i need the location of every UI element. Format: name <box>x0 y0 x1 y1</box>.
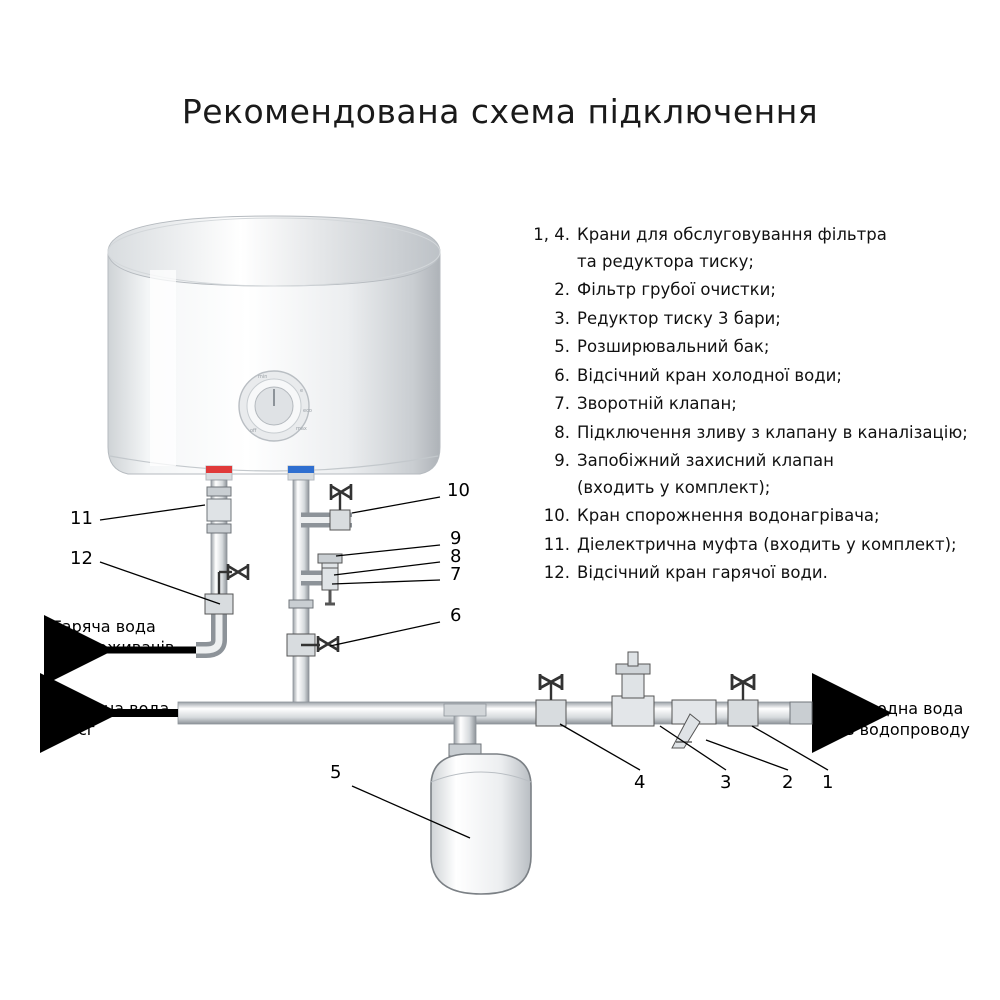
svg-text:max: max <box>296 426 307 432</box>
legend-label-line1: Запобіжний захисний клапан <box>577 451 834 470</box>
callout-8: 8 <box>450 546 462 567</box>
legend-number: 2. <box>554 280 570 299</box>
callout-5: 5 <box>330 762 342 783</box>
legend-label <box>577 222 998 275</box>
legend-label: Розширювальний бак; <box>577 337 770 356</box>
legend-label-line2: та редуктора тиску; <box>577 251 754 271</box>
legend-number: 6. <box>554 365 570 385</box>
legend-label: Відсічний кран гарячої води. <box>577 563 828 582</box>
legend-item <box>518 420 998 447</box>
callout-6: 6 <box>450 605 462 626</box>
legend-number: 5. <box>554 337 570 356</box>
legend-label: Відсічний кран холодної води; <box>577 365 842 385</box>
legend-item <box>518 448 998 501</box>
legend-number: 1, 4. <box>533 225 570 244</box>
callout-9: 9 <box>450 528 462 549</box>
legend-label: Підключення зливу з клапану в каналізацію; <box>577 422 968 442</box>
flow-label-cold-in <box>846 698 998 740</box>
legend-number: 9. <box>554 451 570 470</box>
valve-1-service <box>728 674 758 726</box>
valve-4-service <box>536 674 566 726</box>
legend-item <box>518 363 998 390</box>
water-heater-tank <box>108 216 440 480</box>
legend-item <box>518 532 998 559</box>
legend-item <box>518 306 998 333</box>
flow-cold-out-line1: Холодна вода <box>52 699 170 718</box>
flow-cold-in-line2: з водопроводу <box>846 720 970 739</box>
legend-label-line2: (входить у комплект); <box>577 477 771 497</box>
svg-text:eco: eco <box>303 408 312 414</box>
legend-number: 7. <box>554 394 570 413</box>
page-title: Рекомендована схема підключення <box>181 92 819 131</box>
svg-text:min: min <box>258 374 268 380</box>
legend-number: 3. <box>554 308 570 328</box>
legend-label-line1: Крани для обслуговування фільтра <box>577 225 887 244</box>
legend-number: 8. <box>554 422 570 442</box>
callout-4: 4 <box>634 772 646 793</box>
legend-label: Фільтр грубої очистки; <box>577 280 776 299</box>
callout-7: 7 <box>450 564 462 585</box>
legend-item <box>518 391 998 418</box>
legend-item <box>518 334 998 361</box>
svg-text:off: off <box>250 428 257 434</box>
legend-item <box>518 277 998 304</box>
legend-label <box>577 448 998 501</box>
callout-11: 11 <box>70 508 93 529</box>
legend-item <box>518 560 998 587</box>
pressure-reducer-3 <box>612 652 654 726</box>
flow-label-cold-out <box>52 698 202 740</box>
callout-2: 2 <box>782 772 794 793</box>
legend-label: Редуктор тиску 3 бари; <box>577 308 781 328</box>
svg-text:e: e <box>300 388 304 394</box>
flow-cold-out-line2: до сг <box>52 720 96 739</box>
cold-water-riser <box>287 480 352 710</box>
flow-cold-in-line1: Холодна вода <box>846 699 964 718</box>
legend-number: 10. <box>543 506 570 525</box>
callout-3: 3 <box>720 772 732 793</box>
legend-label: Кран спорожнення водонагрівача; <box>577 506 880 525</box>
valve-6-cold-shutoff <box>287 634 338 656</box>
callout-1: 1 <box>822 772 834 793</box>
legend-list <box>518 222 998 589</box>
legend-item <box>518 503 998 530</box>
legend-number: 11. <box>543 534 570 554</box>
valve-10-drain <box>330 484 351 530</box>
legend-label: Зворотній клапан; <box>577 394 737 413</box>
callout-12: 12 <box>70 548 93 569</box>
flow-label-hot-out <box>52 616 202 658</box>
legend-label: Діелектрична муфта (входить у комплект); <box>577 534 957 554</box>
callout-10: 10 <box>447 480 470 501</box>
flow-hot-line1: Гаряча вода <box>52 617 156 636</box>
flow-hot-line2: до споживачів <box>52 638 175 657</box>
expansion-tank-5 <box>431 744 531 894</box>
legend-number: 12. <box>543 563 570 582</box>
legend-item <box>518 222 998 275</box>
